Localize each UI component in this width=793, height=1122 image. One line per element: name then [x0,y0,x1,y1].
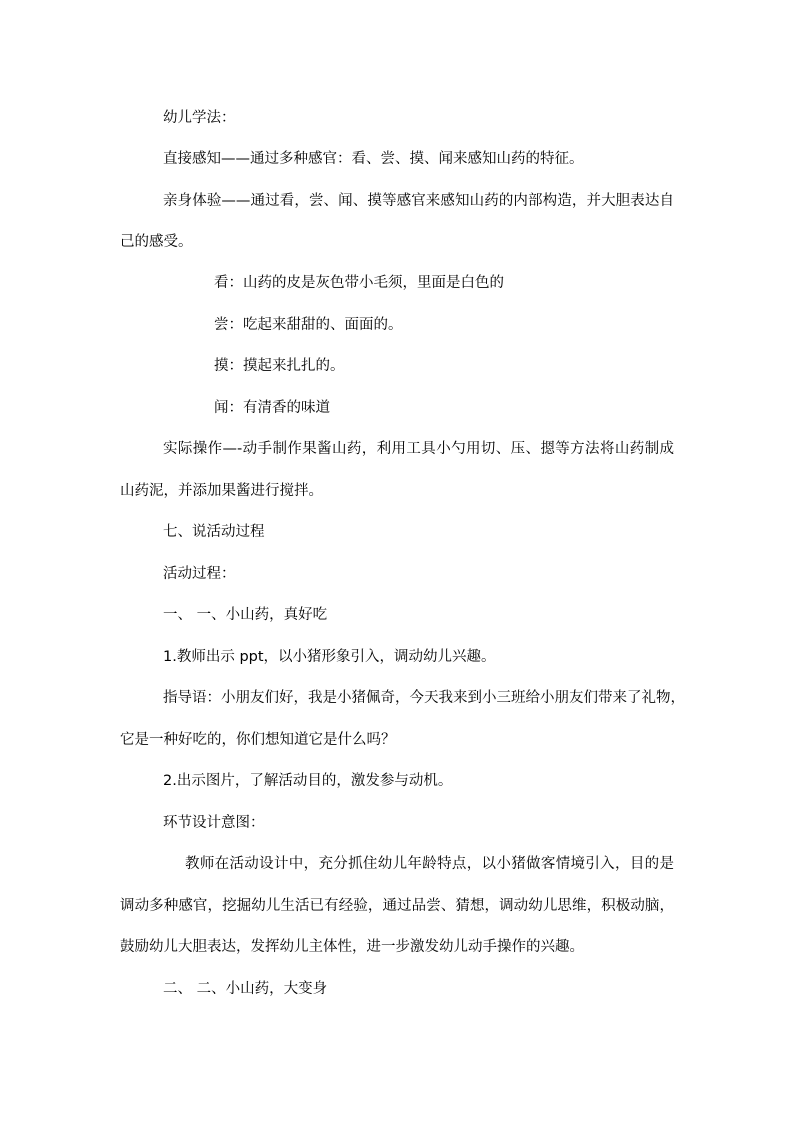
step1-title: 一、 一、小山药，真好吃 [163,607,328,623]
paragraph-practice-line2: 山药泥，并添加果酱进行搅拌。 [120,483,323,499]
guide-line1: 指导语：小朋友们好，我是小猪佩奇，今天我来到小三班给小朋友们带来了礼物， [163,690,685,706]
step1-item2: 2.出示图片，了解活动目的，激发参与动机。 [163,773,453,789]
section-heading-7: 七、说活动过程 [163,524,265,540]
paragraph-learning-methods: 幼儿学法： [163,110,236,126]
paragraph-direct-perception: 直接感知——通过多种感官：看、尝、摸、闻来感知山药的特征。 [163,151,584,167]
paragraph-experience-line2: 己的感受。 [120,234,193,250]
step1-item1: 1.教师出示 ppt，以小猪形象引入，调动幼儿兴趣。 [163,649,496,665]
sense-look: 看：山药的皮是灰色带小毛须，里面是白色的 [214,275,504,291]
paragraph-practice-line1: 实际操作—-动手制作果酱山药，利用工具小勺用切、压、摁等方法将山药制成 [163,441,674,457]
step2-title: 二、 二、小山药，大变身 [163,981,328,997]
paragraph-experience-line1: 亲身体验——通过看，尝、闻、摸等感官来感知山药的内部构造，并大胆表达自 [163,193,674,209]
design-intent-line2: 调动多种感官，挖掘幼儿生活已有经验，通过品尝、猜想，调动幼儿思维，积极动脑， [120,898,674,914]
design-intent-label: 环节设计意图： [163,815,265,831]
sense-touch: 摸：摸起来扎扎的。 [214,358,345,374]
guide-line2: 它是一种好吃的，你们想知道它是什么吗？ [120,732,396,748]
sense-smell: 闻：有清香的味道 [214,400,330,416]
activity-process-label: 活动过程： [163,566,236,582]
sense-taste: 尝：吃起来甜甜的、面面的。 [214,317,403,333]
design-intent-line3: 鼓励幼儿大胆表达，发挥幼儿主体性，进一步激发幼儿动手操作的兴趣。 [120,939,584,955]
design-intent-line1: 教师在活动设计中，充分抓住幼儿年龄特点，以小猪做客情境引入，目的是 [185,856,674,872]
